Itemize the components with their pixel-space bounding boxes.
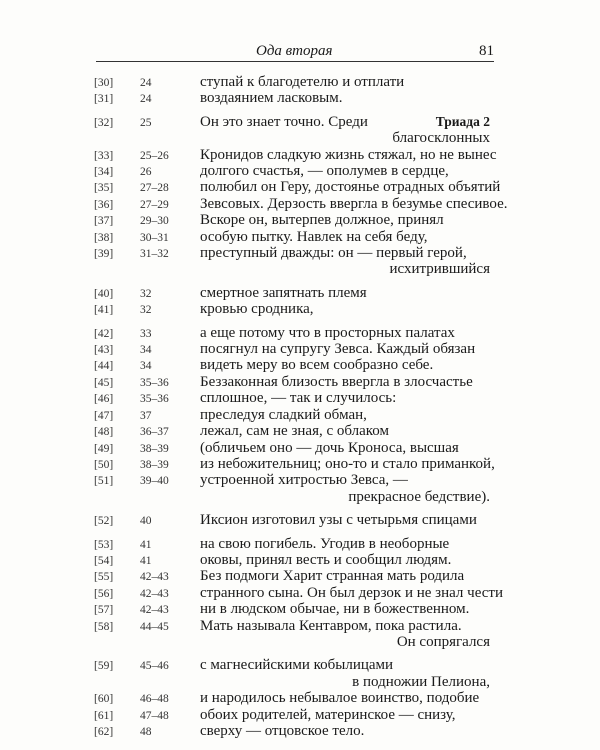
source-line-number: 44–45 [140, 621, 169, 633]
verse-text: преследуя сладкий обман, [200, 407, 367, 423]
verse-text: сверху — отцовское тело. [200, 723, 365, 739]
verse-text: а еще потому что в просторных палатах [200, 325, 455, 341]
source-line-number: 33 [140, 328, 152, 340]
verse-line [0, 488, 600, 506]
verse-text: странного сына. Он был дерзок и не знал чести [200, 585, 503, 601]
source-line-number: 35–36 [140, 393, 169, 405]
line-reference: [49] [94, 443, 114, 455]
source-line-number: 35–36 [140, 377, 169, 389]
verse-text: (обличьем оно — дочь Кроноса, высшая [200, 440, 459, 456]
verse-text: и народилось небывалое воинство, подобие [200, 690, 480, 706]
source-line-number: 40 [140, 515, 152, 527]
verse-line [0, 600, 600, 618]
verse-text: лежал, сам не зная, с облаком [200, 423, 390, 439]
source-line-number: 30–31 [140, 232, 169, 244]
verse-text: полюбил он Геру, достоянье отрадных объятий [200, 179, 501, 195]
line-reference: [59] [94, 660, 114, 672]
verse-text: Без подмоги Харит странная мать родила [200, 568, 465, 584]
source-line-number: 27–29 [140, 199, 169, 211]
line-reference: [51] [94, 475, 114, 487]
source-line-number: 47–48 [140, 710, 169, 722]
line-reference: [50] [94, 459, 114, 471]
verse-text: из небожительниц; оно-то и стало приманкой, [200, 456, 495, 472]
verse-line [0, 389, 600, 407]
source-line-number: 42–43 [140, 588, 169, 600]
verse-text: в подножии Пелиона, [352, 674, 490, 690]
verse-text: долгого счастья, — ополумев в сердце, [200, 163, 449, 179]
verse-line [0, 656, 600, 674]
line-reference: [31] [94, 93, 114, 105]
verse-line [0, 260, 600, 278]
line-reference: [47] [94, 410, 114, 422]
line-reference: [62] [94, 726, 114, 738]
verse-text: исхитрившийся [389, 261, 490, 277]
running-title: Ода вторая [256, 43, 333, 59]
line-reference: [41] [94, 304, 114, 316]
source-line-number: 41 [140, 539, 152, 551]
verse-text: Беззаконная близость ввергла в злосчастье [200, 374, 473, 390]
verse-text: устроенной хитростью Зевса, — [200, 472, 408, 488]
verse-line [0, 633, 600, 651]
source-line-number: 24 [140, 77, 152, 89]
source-line-number: 46–48 [140, 693, 169, 705]
verse-text: посягнул на супругу Зевса. Каждый обязан [200, 341, 476, 357]
source-line-number: 34 [140, 360, 152, 372]
source-line-number: 45–46 [140, 660, 169, 672]
line-reference: [56] [94, 588, 114, 600]
verse-line [0, 511, 600, 529]
line-reference: [58] [94, 621, 114, 633]
triad-marker: Триада 2 [435, 114, 490, 129]
verse-text: обоих родителей, материнское — снизу, [200, 707, 456, 723]
line-reference: [34] [94, 166, 114, 178]
verse-text: воздаянием ласковым. [200, 90, 343, 106]
verse-text: кровью сродника, [200, 301, 314, 317]
verse-text: смертное запятнать племя [200, 285, 367, 301]
source-line-number: 36–37 [140, 426, 169, 438]
verse-line [0, 356, 600, 374]
source-line-number: 34 [140, 344, 152, 356]
verse-text: Вскоре он, вытерпев должное, принял [200, 212, 444, 228]
source-line-number: 32 [140, 304, 152, 316]
line-reference: [35] [94, 182, 114, 194]
line-reference: [43] [94, 344, 114, 356]
verse-text: Зевсовых. Дерзость ввергла в безумье спесивое. [200, 196, 508, 212]
verse-text: Иксион изготовил узы с четырьмя спицами [200, 512, 477, 528]
running-header [96, 40, 494, 62]
line-reference: [44] [94, 360, 114, 372]
verse-text: с магнесийскими кобылицами [200, 657, 394, 673]
line-reference: [37] [94, 215, 114, 227]
source-line-number: 32 [140, 288, 152, 300]
line-reference: [57] [94, 604, 114, 616]
verse-line [0, 689, 600, 707]
verse-line [0, 129, 600, 147]
verse-text: благосклонных [392, 130, 490, 146]
source-line-number: 29–30 [140, 215, 169, 227]
source-line-number: 26 [140, 166, 152, 178]
source-line-number: 37 [140, 410, 152, 422]
line-reference: [39] [94, 248, 114, 260]
verse-text: оковы, принял весть и сообщил людям. [200, 552, 452, 568]
page-number: 81 [479, 43, 494, 59]
verse-line [0, 211, 600, 229]
line-reference: [55] [94, 571, 114, 583]
verse-text: Мать называла Кентавром, пока растила. [200, 618, 462, 634]
verse-text: сплошное, — так и случилось: [200, 390, 397, 406]
verse-text: ступай к благодетелю и отплати [200, 74, 405, 90]
source-line-number: 41 [140, 555, 152, 567]
line-reference: [40] [94, 288, 114, 300]
verse-line [0, 722, 600, 740]
verse-line [0, 300, 600, 318]
source-line-number: 38–39 [140, 443, 169, 455]
source-line-number: 25–26 [140, 150, 169, 162]
verse-line [0, 567, 600, 585]
line-reference: [36] [94, 199, 114, 211]
source-line-number: 38–39 [140, 459, 169, 471]
verse-line [0, 178, 600, 196]
line-reference: [45] [94, 377, 114, 389]
source-line-number: 27–28 [140, 182, 169, 194]
line-reference: [30] [94, 77, 114, 89]
line-reference: [38] [94, 232, 114, 244]
line-reference: [32] [94, 117, 114, 129]
line-reference: [52] [94, 515, 114, 527]
source-line-number: 31–32 [140, 248, 169, 260]
verse-text: Кронидов сладкую жизнь стяжал, но не вынес [200, 147, 497, 163]
line-reference: [46] [94, 393, 114, 405]
verse-text: Он это знает точно. Среди [200, 114, 368, 130]
source-line-number: 25 [140, 117, 152, 129]
line-reference: [48] [94, 426, 114, 438]
verse-text: на свою погибель. Угодив в необорные [200, 536, 450, 552]
verse-text: преступный дважды: он — первый герой, [200, 245, 467, 261]
verse-line [0, 422, 600, 440]
verse-text: прекрасное бедствие). [348, 489, 490, 505]
line-reference: [61] [94, 710, 114, 722]
source-line-number: 48 [140, 726, 152, 738]
source-line-number: 39–40 [140, 475, 169, 487]
source-line-number: 24 [140, 93, 152, 105]
verse-text: особую пытку. Навлек на себя беду, [200, 229, 428, 245]
header-rule [96, 61, 494, 62]
source-line-number: 42–43 [140, 571, 169, 583]
verse-line [0, 89, 600, 107]
verse-text: видеть меру во всем сообразно себе. [200, 357, 434, 373]
line-reference: [53] [94, 539, 114, 551]
line-reference: [33] [94, 150, 114, 162]
verse-text: ни в людском обычае, ни в божественном. [200, 601, 470, 617]
line-reference: [54] [94, 555, 114, 567]
line-reference: [60] [94, 693, 114, 705]
verse-text: Он сопрягался [396, 634, 490, 650]
line-reference: [42] [94, 328, 114, 340]
verse-line [0, 471, 600, 489]
source-line-number: 42–43 [140, 604, 169, 616]
